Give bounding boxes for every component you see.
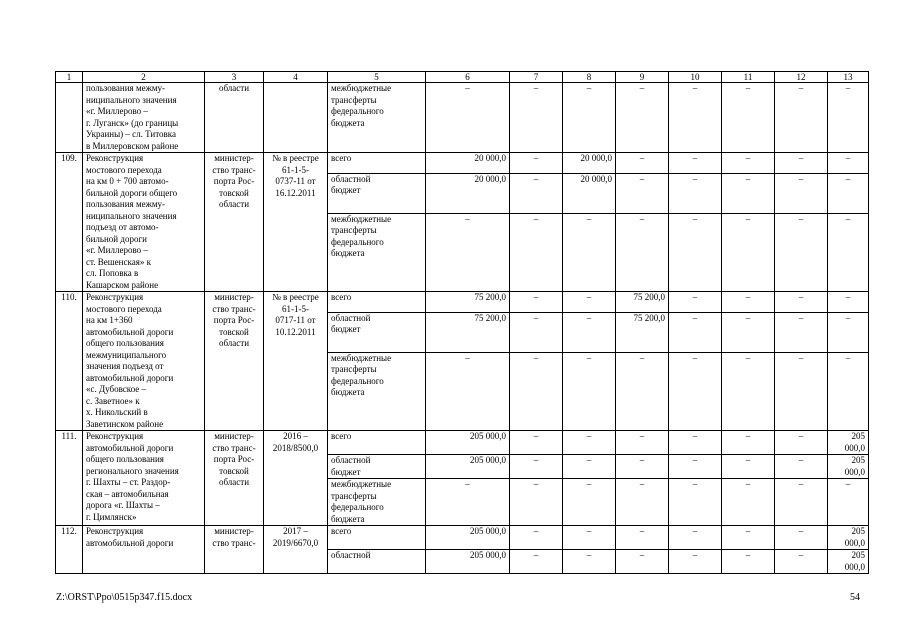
value-cell: – <box>563 479 616 526</box>
header-row <box>56 72 869 83</box>
value-cell: 75 200,0 <box>616 292 669 313</box>
value-cell: – <box>426 83 510 153</box>
value-cell: – <box>722 153 775 174</box>
column-number: 8 <box>563 72 616 83</box>
value-cell: – <box>510 455 563 479</box>
value-cell: – <box>722 550 775 574</box>
value-cell: – <box>828 153 869 174</box>
value-cell: – <box>669 526 722 550</box>
value-cell: – <box>669 455 722 479</box>
value-cell: – <box>616 173 669 213</box>
table-row <box>56 292 869 313</box>
value-cell: – <box>775 479 828 526</box>
value-cell: – <box>563 213 616 291</box>
value-cell: – <box>510 352 563 430</box>
value-cell: – <box>775 153 828 174</box>
column-number: 9 <box>616 72 669 83</box>
executor: министер- ство транс- <box>205 526 264 574</box>
value-cell: – <box>722 173 775 213</box>
row-number: 109. <box>56 153 83 292</box>
column-number: 5 <box>328 72 426 83</box>
row-number <box>56 83 83 153</box>
executor: министер- ство транс- порта Рос- товской области <box>205 431 264 526</box>
value-cell: – <box>616 431 669 455</box>
value-cell: – <box>563 292 616 313</box>
value-cell: – <box>775 292 828 313</box>
value-cell: – <box>669 431 722 455</box>
funding-source: всего <box>328 526 426 550</box>
value-cell: – <box>722 431 775 455</box>
value-cell: – <box>722 312 775 352</box>
value-cell: 20 000,0 <box>563 153 616 174</box>
object-name: Реконструкция автомобильной дороги <box>83 526 205 574</box>
value-cell: – <box>426 479 510 526</box>
registry-info: 2017 – 2019/6670,0 <box>264 526 328 574</box>
value-cell: – <box>669 153 722 174</box>
value-cell: – <box>510 213 563 291</box>
funding-source: областной бюджет <box>328 173 426 213</box>
table-row <box>56 431 869 455</box>
file-path: Z:\ORST\Ppo\0515p347.f15.docx <box>56 592 193 603</box>
value-cell: – <box>616 550 669 574</box>
value-cell: – <box>669 352 722 430</box>
value-cell: 20 000,0 <box>563 173 616 213</box>
value-cell: – <box>669 83 722 153</box>
value-cell: – <box>510 153 563 174</box>
executor: области <box>205 83 264 153</box>
value-cell: – <box>775 173 828 213</box>
value-cell: – <box>722 292 775 313</box>
registry-info: № в реестре 61-1-5- 0717-11 от 10.12.2011 <box>264 292 328 431</box>
value-cell: – <box>669 479 722 526</box>
value-cell: – <box>775 213 828 291</box>
executor: министер- ство транс- порта Рос- товской области <box>205 153 264 292</box>
funding-source: межбюджетные трансферты федерального бюджета <box>328 83 426 153</box>
value-cell: 75 200,0 <box>426 292 510 313</box>
value-cell: – <box>722 479 775 526</box>
value-cell: 205 000,0 <box>426 431 510 455</box>
funding-source: областной <box>328 550 426 574</box>
object-name: пользования межму- ниципального значения «г. Миллерово – г. Луганск» (до границы Украины) – сл. Титовка в Миллеровском районе <box>83 83 205 153</box>
value-cell: – <box>669 292 722 313</box>
value-cell: 205 000,0 <box>426 455 510 479</box>
value-cell: – <box>722 213 775 291</box>
value-cell: – <box>563 431 616 455</box>
value-cell: – <box>616 153 669 174</box>
table-row <box>56 153 869 174</box>
column-number: 6 <box>426 72 510 83</box>
object-name: Реконструкция мостового перехода на км 1+360 автомобильной дороги общего пользования межмуниципального значения подъезд от автомобильной дороги «с. Дубовское – с. Заветное» к х. Никольский в Заветинском районе <box>83 292 205 431</box>
funding-source: межбюджетные трансферты федерального бюджета <box>328 479 426 526</box>
row-number: 112. <box>56 526 83 574</box>
value-cell: – <box>775 526 828 550</box>
funding-source: всего <box>328 153 426 174</box>
value-cell: – <box>510 312 563 352</box>
value-cell: 205 000,0 <box>828 455 869 479</box>
executor: министер- ство транс- порта Рос- товской области <box>205 292 264 431</box>
column-number: 11 <box>722 72 775 83</box>
value-cell: – <box>563 83 616 153</box>
value-cell: 205 000,0 <box>426 526 510 550</box>
program-table <box>55 71 869 574</box>
funding-source: всего <box>328 292 426 313</box>
value-cell: – <box>563 526 616 550</box>
value-cell: – <box>616 455 669 479</box>
column-number: 4 <box>264 72 328 83</box>
value-cell: – <box>828 83 869 153</box>
value-cell: – <box>510 431 563 455</box>
value-cell: 20 000,0 <box>426 173 510 213</box>
object-name: Реконструкция автомобильной дороги общего пользования регионального значения г. Шахты – ст. Раздор- ская – автомобильная дорога «г. Шахты – г. Цимлянск» <box>83 431 205 526</box>
value-cell: – <box>828 312 869 352</box>
value-cell: – <box>616 213 669 291</box>
column-number: 7 <box>510 72 563 83</box>
value-cell: – <box>722 83 775 153</box>
column-number: 10 <box>669 72 722 83</box>
value-cell: 20 000,0 <box>426 153 510 174</box>
value-cell: – <box>563 352 616 430</box>
value-cell: – <box>775 312 828 352</box>
funding-source: областной бюджет <box>328 455 426 479</box>
registry-info: № в реестре 61-1-5- 0737-11 от 16.12.2011 <box>264 153 328 292</box>
value-cell: – <box>616 526 669 550</box>
value-cell: – <box>616 83 669 153</box>
value-cell: – <box>775 431 828 455</box>
value-cell: – <box>669 312 722 352</box>
value-cell: – <box>510 83 563 153</box>
value-cell: – <box>828 479 869 526</box>
funding-source: межбюджетные трансферты федерального бюджета <box>328 213 426 291</box>
value-cell: – <box>616 352 669 430</box>
value-cell: – <box>722 526 775 550</box>
value-cell: – <box>510 550 563 574</box>
funding-source: областной бюджет <box>328 312 426 352</box>
table-row <box>56 526 869 550</box>
column-number: 2 <box>83 72 205 83</box>
value-cell: – <box>669 173 722 213</box>
value-cell: – <box>563 550 616 574</box>
value-cell: 75 200,0 <box>616 312 669 352</box>
registry-info <box>264 83 328 153</box>
row-number: 111. <box>56 431 83 526</box>
value-cell: – <box>616 479 669 526</box>
column-number: 13 <box>828 72 869 83</box>
row-number: 110. <box>56 292 83 431</box>
object-name: Реконструкция мостового перехода на км 0 + 700 автомо- бильной дороги общего пользования межму- ниципального значения подъезд от автомо- бильной дороги «г. Миллерово – ст. Вешенская» к сл. Поповка в Кашарском районе <box>83 153 205 292</box>
value-cell: 75 200,0 <box>426 312 510 352</box>
value-cell: – <box>510 292 563 313</box>
value-cell: 205 000,0 <box>828 431 869 455</box>
value-cell: – <box>426 213 510 291</box>
value-cell: 205 000,0 <box>828 550 869 574</box>
value-cell: – <box>722 352 775 430</box>
value-cell: – <box>563 312 616 352</box>
value-cell: – <box>775 455 828 479</box>
column-number: 1 <box>56 72 83 83</box>
value-cell: – <box>563 455 616 479</box>
value-cell: – <box>775 83 828 153</box>
value-cell: – <box>669 550 722 574</box>
column-number: 12 <box>775 72 828 83</box>
value-cell: – <box>722 455 775 479</box>
value-cell: – <box>426 352 510 430</box>
registry-info: 2016 – 2018/8500,0 <box>264 431 328 526</box>
table-row <box>56 83 869 153</box>
value-cell: – <box>510 479 563 526</box>
value-cell: – <box>828 213 869 291</box>
value-cell: – <box>828 352 869 430</box>
value-cell: – <box>775 550 828 574</box>
funding-source: всего <box>328 431 426 455</box>
value-cell: – <box>775 352 828 430</box>
page-number: 54 <box>850 592 860 603</box>
value-cell: 205 000,0 <box>828 526 869 550</box>
value-cell: – <box>828 173 869 213</box>
column-number: 3 <box>205 72 264 83</box>
value-cell: 205 000,0 <box>426 550 510 574</box>
value-cell: – <box>510 526 563 550</box>
funding-source: межбюджетные трансферты федерального бюджета <box>328 352 426 430</box>
value-cell: – <box>510 173 563 213</box>
value-cell: – <box>669 213 722 291</box>
value-cell: – <box>828 292 869 313</box>
